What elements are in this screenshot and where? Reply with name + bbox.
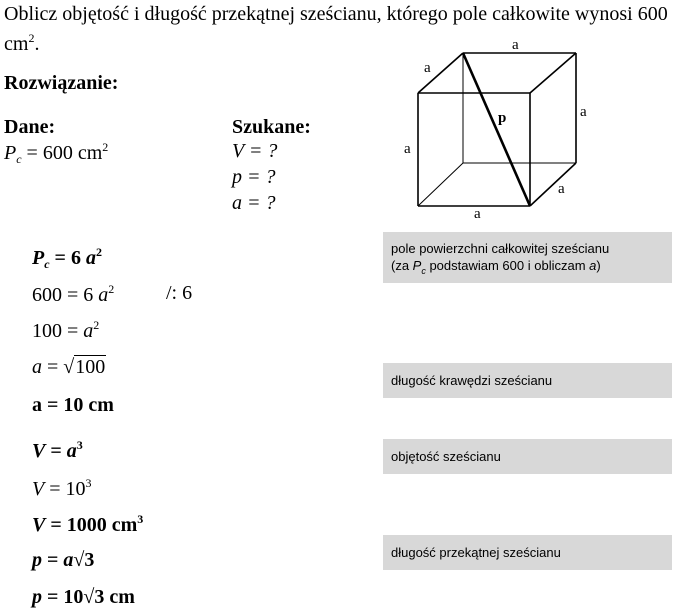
sought-heading: Szukane: [232,116,311,138]
note-diagonal-length: długość przekątnej sześcianu [383,535,672,570]
step-substitution: 600 = 6 $a^2$ [32,282,115,306]
step-volume-formula: $V = a^3$ [32,438,83,462]
note-surface-area [383,232,672,283]
note-line: (za $P_c$ podstawiam 600 i obliczam a) [391,258,601,276]
solution-heading: Rozwiązanie: [4,72,119,94]
cube-edge [530,163,576,206]
edge-label-right: a [580,104,587,120]
cube-diagram [380,35,610,225]
cube-edge [530,53,576,93]
edge-label-left: a [404,141,411,157]
sought-volume: V = ? [232,140,278,162]
sought-diagonal: p = ? [232,166,276,188]
given-area: $P_c = 600$ $cm^2$ [4,140,109,166]
step-root: a = √100 [32,356,106,378]
step-volume-substitution: $V = 10^3$ [32,476,92,500]
sought-edge: a = ? [232,192,276,214]
diagonal-label: p [498,110,507,126]
step-edge-result: a = 10 cm [32,394,114,416]
edge-label-top: a [512,37,519,53]
step-diagonal-formula: p = a√3 [32,549,95,571]
given-heading: Dane: [4,116,56,138]
edge-label-bottom: a [474,206,481,222]
note-edge-length: długość krawędzi sześcianu [383,363,672,398]
step-simplify: $100 = a^2$ [32,318,100,342]
note-volume: objętość sześcianu [383,439,672,474]
step-diagonal-result: p = 10√3 cm [32,586,135,608]
step-divide: /: 6 [166,282,193,304]
step-area-formula: $P_c = 6$ $a^2$ [32,245,102,271]
cube-hidden-edge [418,163,463,206]
problem-statement: Oblicz objętość i długość przekątnej sześcianu, którego pole całkowite wynosi 600 $cm^2$. [4,3,668,55]
edge-label-bottom-right: a [558,181,565,197]
edge-label-top-left: a [424,60,431,76]
note-line: pole powierzchni całkowitej sześcianu [391,241,610,256]
step-volume-result: V = 1000 $cm^3$ [32,512,144,536]
cube-space-diagonal [463,53,530,206]
